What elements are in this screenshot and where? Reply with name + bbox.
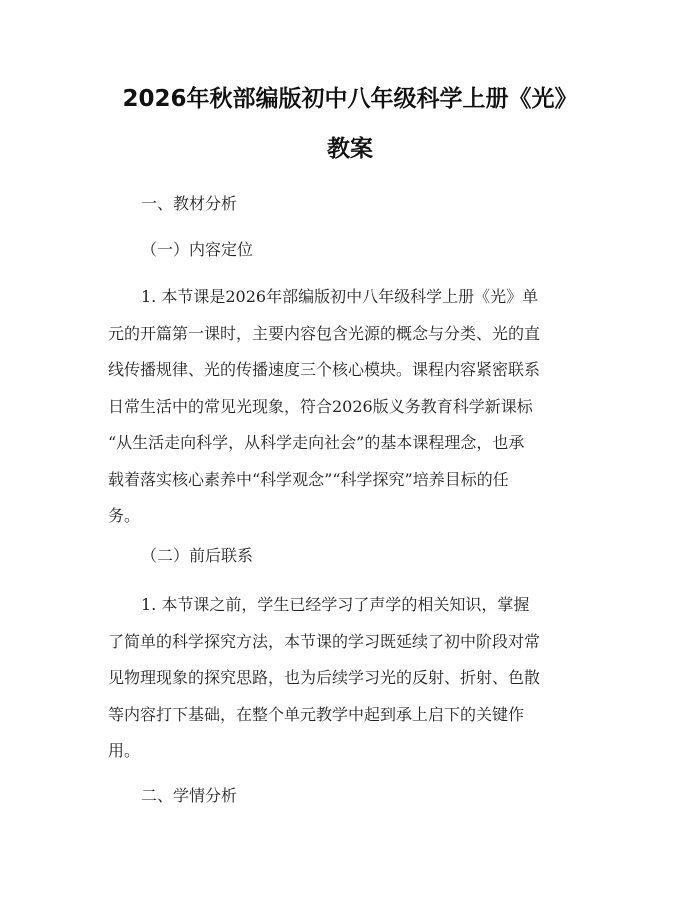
paragraph-line: 等内容打下基础，在整个单元教学中起到承上启下的关键作 [108, 704, 525, 724]
section-heading-textbook-analysis: 一、教材分析 [141, 194, 238, 213]
paragraph-line: 载着落实核心素养中“科学观念”“科学探究”培养目标的任 [108, 469, 509, 489]
paragraph-line: 务。 [108, 506, 141, 525]
paragraph-connections [108, 593, 608, 776]
section-heading-learner-analysis: 二、学情分析 [141, 786, 238, 805]
paragraph-line: 线传播规律、光的传播速度三个核心模块。课程内容紧密联系 [108, 360, 541, 379]
paragraph-line: 1. 本节课之前，学生已经学习了声学的相关知识，掌握 [141, 595, 530, 614]
paragraph-line: 日常生活中的常见光现象，符合2026版义务教育科学新课标 [108, 396, 533, 416]
paragraph-line: 了简单的科学探究方法，本节课的学习既延续了初中阶段对常 [108, 631, 541, 651]
paragraph-content-positioning [108, 285, 608, 541]
document-title-line-2: 教案 [327, 136, 373, 162]
paragraph-line: “从生活走向科学，从科学走向社会”的基本课程理念，也承 [108, 433, 525, 452]
paragraph-line: 用。 [108, 741, 141, 760]
paragraph-line: 元的开篇第一课时，主要内容包含光源的概念与分类、光的直 [108, 323, 541, 343]
paragraph-line: 1. 本节课是2026年部编版初中八年级科学上册《光》单 [141, 287, 539, 306]
subsection-heading-connections: （二）前后联系 [141, 546, 254, 565]
subsection-heading-content-positioning: （一）内容定位 [141, 240, 254, 259]
paragraph-line: 见物理现象的探究思路，也为后续学习光的反射、折射、色散 [108, 668, 541, 687]
document-title-line-1: 2026年秋部编版初中八年级科学上册《光》 [122, 86, 578, 112]
